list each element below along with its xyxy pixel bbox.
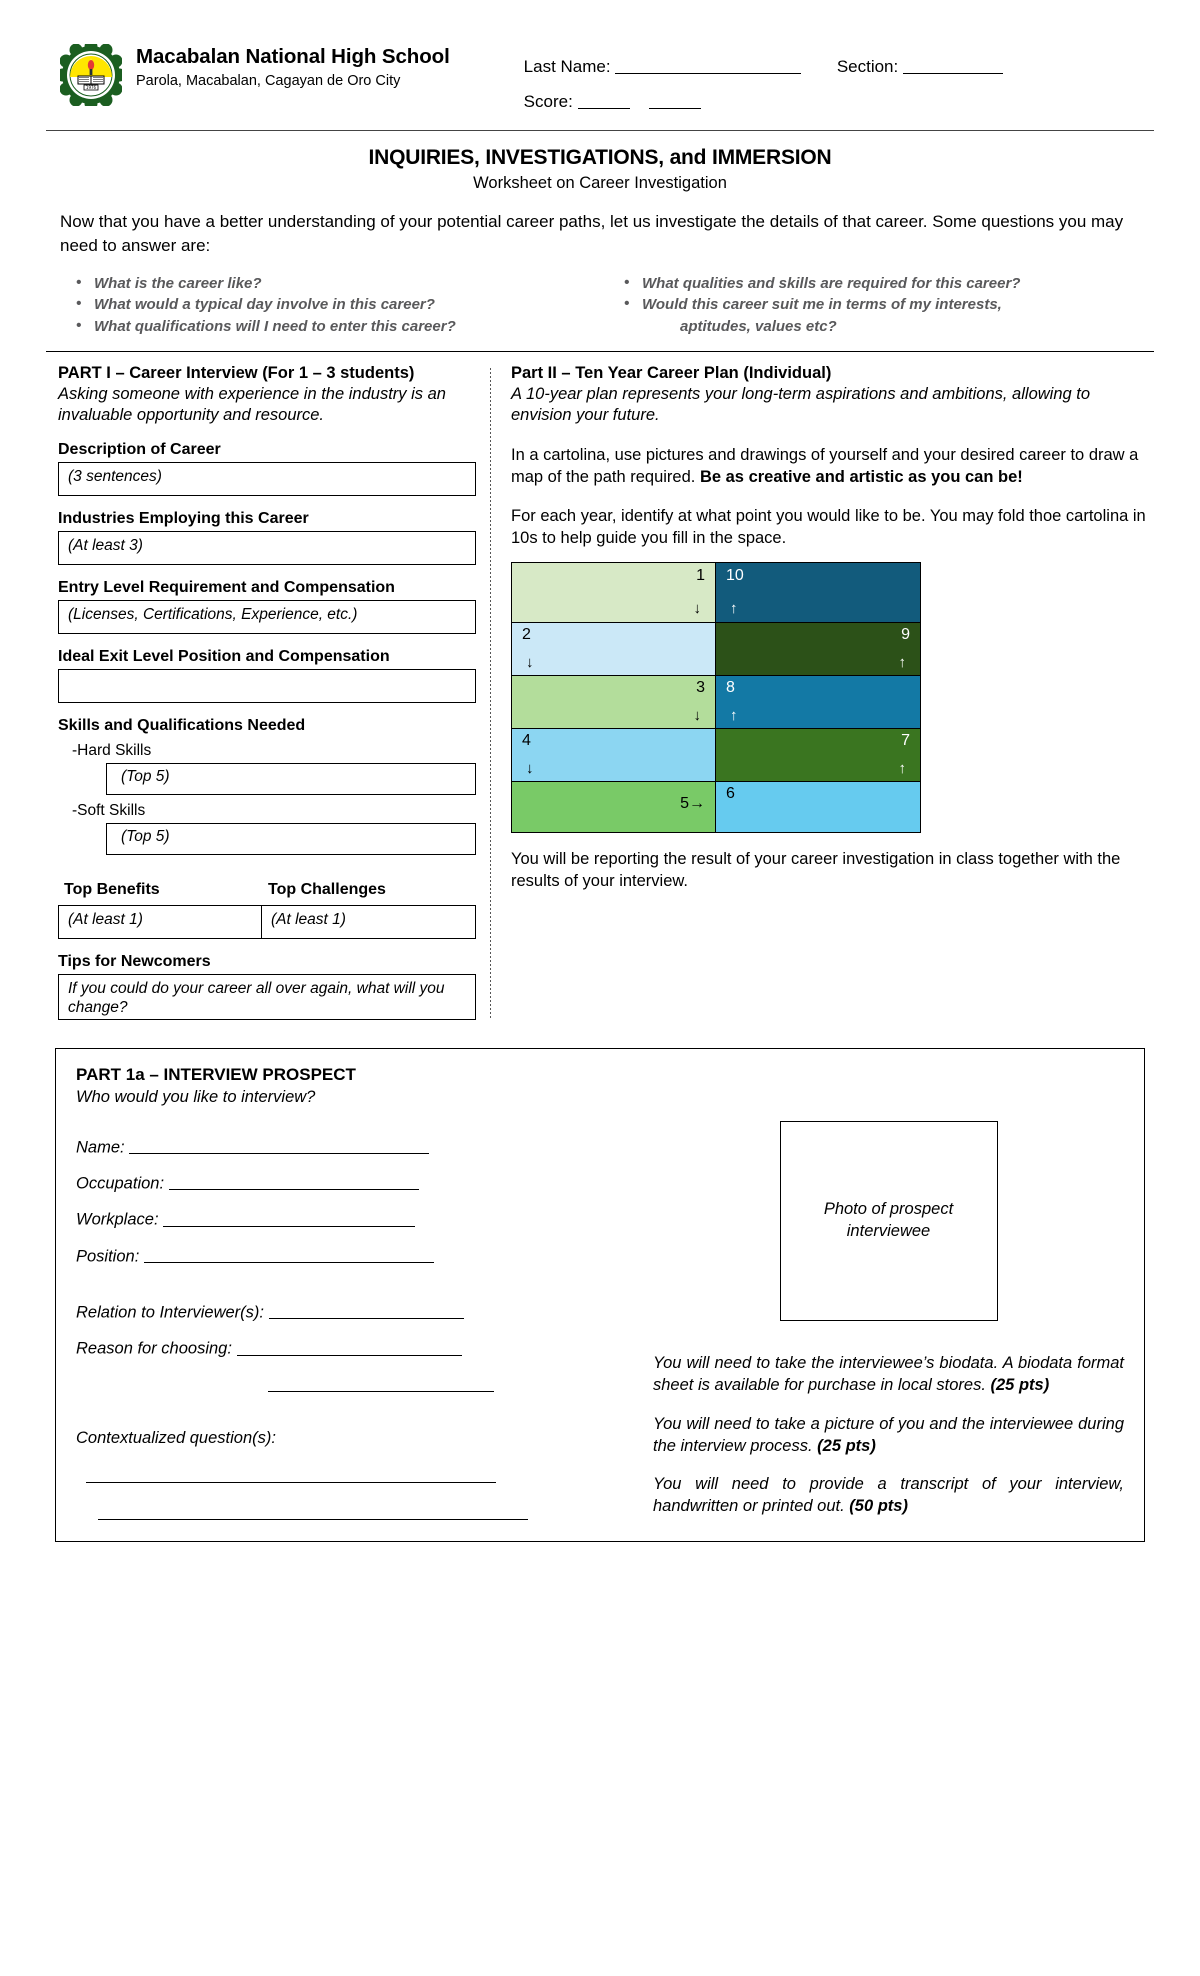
requirement-note-2 <box>653 1414 1124 1458</box>
grid-cell-number: 1 <box>696 566 705 584</box>
school-logo-icon <box>60 44 122 106</box>
page-header <box>0 0 1200 120</box>
grid-cell-number: 2 <box>522 625 531 643</box>
page-title: INQUIRIES, INVESTIGATIONS, and IMMERSION <box>368 145 832 169</box>
field-input-top-benefits[interactable]: (At least 1) <box>59 906 262 938</box>
photo-caption-line-1: Photo of prospect <box>823 1199 954 1218</box>
part2-subheading: A 10-year plan represents your long-term aspirations and ambitions, allowing to envision your future. <box>511 384 1091 425</box>
field-label-contextualized: Contextualized question(s): <box>76 1428 276 1447</box>
benefits-challenges-headers <box>58 881 476 899</box>
grid-cell-arrow: ↑ <box>898 759 906 777</box>
svg-text:1976: 1976 <box>85 85 97 91</box>
section-label: Section: <box>836 57 899 76</box>
grid-cell-year-4[interactable] <box>512 729 716 781</box>
part2-column <box>505 364 1150 1020</box>
score-input-line-1[interactable] <box>578 91 630 109</box>
list-item: • What would a typical day involve in this career? <box>72 294 592 315</box>
last-name-label: Last Name: <box>523 57 611 76</box>
score-row <box>524 85 1003 120</box>
grid-cell-year-7[interactable] <box>716 729 920 781</box>
list-item-continuation: aptitudes, values etc? <box>680 317 837 335</box>
field-row-workplace <box>76 1209 631 1229</box>
grid-cell-year-9[interactable] <box>716 623 920 675</box>
grid-cell-arrow: ↓ <box>526 653 534 671</box>
field-label-relation: Relation to Interviewer(s): <box>76 1303 264 1322</box>
grid-cell-number: 8 <box>726 678 735 696</box>
header-divider <box>46 130 1154 131</box>
grid-cell-number: 3 <box>696 678 705 696</box>
intro-paragraph: Now that you have a better understanding of your potential career paths, let us investigate the details of that career. Some questions you may need to answer are: <box>60 211 1124 256</box>
field-label-reason: Reason for choosing: <box>76 1339 232 1358</box>
score-input-line-2[interactable] <box>649 91 701 109</box>
part1a-subheading: Who would you like to interview? <box>76 1087 316 1106</box>
part2-heading: Part II – Ten Year Career Plan (Individual) <box>511 363 832 382</box>
field-input-position[interactable] <box>144 1246 434 1263</box>
part1-heading: PART I – Career Interview (For 1 – 3 students) <box>58 363 415 382</box>
column-divider <box>490 368 491 1020</box>
grid-cell-year-5[interactable] <box>512 782 716 832</box>
requirement-note-3-text: You will need to provide a transcript of your interview, handwritten or printed out. <box>653 1475 1124 1516</box>
label-top-challenges: Top Challenges <box>268 880 386 898</box>
photo-placeholder[interactable] <box>780 1121 998 1321</box>
field-input-top-challenges[interactable]: (At least 1) <box>271 910 346 928</box>
requirement-note-3-points: (50 pts) <box>849 1497 908 1516</box>
section-input-line[interactable] <box>903 56 1003 74</box>
grid-cell-year-10[interactable] <box>716 563 920 622</box>
requirement-note-1 <box>653 1353 1124 1397</box>
field-label-workplace: Workplace: <box>76 1210 159 1229</box>
field-input-workplace[interactable] <box>163 1209 415 1226</box>
field-row-reason-cont <box>76 1375 631 1395</box>
part2-paragraph-1-emphasis: Be as creative and artistic as you can be! <box>699 467 1023 486</box>
grid-cell-number: 6 <box>726 784 735 802</box>
list-item: • What qualities and skills are required for this career? <box>620 273 1140 294</box>
grid-cell-number: 4 <box>522 731 531 749</box>
grid-cell-number: 10 <box>726 566 744 584</box>
list-item: • Would this career suit me in terms of my interests, <box>620 294 1140 315</box>
part2-paragraph-2: For each year, identify at what point you would like to be. You may fold thoe cartolina in 10s to help guide you fill in the space. <box>511 507 1146 548</box>
grid-cell-arrow: ↓ <box>693 599 701 617</box>
field-input-occupation[interactable] <box>169 1173 419 1190</box>
field-input-hard-skills[interactable]: (Top 5) <box>106 763 476 795</box>
field-input-context-line-1[interactable] <box>86 1466 496 1483</box>
field-label-name: Name: <box>76 1138 125 1157</box>
grid-cell-year-1[interactable] <box>512 563 716 622</box>
label-soft-skills: -Soft Skills <box>72 801 146 819</box>
part2-closing-text: You will be reporting the result of your career investigation in class together with the results of your interview. <box>511 849 1121 890</box>
part1a-right <box>631 1109 1124 1523</box>
field-label-tips: Tips for Newcomers <box>58 952 211 970</box>
field-label-entry-level: Entry Level Requirement and Compensation <box>58 578 395 596</box>
field-input-soft-skills[interactable]: (Top 5) <box>106 823 476 855</box>
score-label: Score: <box>523 91 573 111</box>
grid-cell-year-6[interactable] <box>716 782 920 832</box>
field-label-occupation: Occupation: <box>76 1174 165 1193</box>
last-name-input-line[interactable] <box>615 56 801 74</box>
field-row-contextualized <box>76 1429 631 1448</box>
field-label-exit-level: Ideal Exit Level Position and Compensation <box>58 647 390 665</box>
field-row-relation <box>76 1302 631 1322</box>
field-input-exit-level[interactable] <box>58 669 476 703</box>
last-name-row <box>524 50 1003 85</box>
field-input-name[interactable] <box>129 1137 429 1154</box>
part1a-box <box>55 1048 1145 1542</box>
field-input-relation[interactable] <box>269 1302 464 1319</box>
grid-cell-arrow: ↓ <box>693 706 701 724</box>
part1a-heading: PART 1a – INTERVIEW PROSPECT <box>76 1064 356 1084</box>
field-input-description-of-career[interactable]: (3 sentences) <box>58 462 476 496</box>
part2-paragraph-1 <box>511 445 1150 489</box>
school-identity <box>136 42 450 92</box>
guide-questions-left <box>72 273 592 337</box>
benefits-challenges-row <box>58 905 476 939</box>
field-label-skills: Skills and Qualifications Needed <box>58 716 306 734</box>
photo-caption-line-2: interviewee <box>846 1221 931 1240</box>
list-item: • What qualifications will I need to enter this career? <box>72 316 592 337</box>
grid-cell-arrow: ↑ <box>898 653 906 671</box>
label-top-benefits: Top Benefits <box>64 880 160 898</box>
field-label-description-of-career: Description of Career <box>58 440 221 458</box>
field-label-position: Position: <box>76 1246 140 1265</box>
field-row-name <box>76 1137 631 1157</box>
field-input-tips[interactable]: If you could do your career all over again, what will you change? <box>58 974 476 1020</box>
worksheet-body <box>58 364 1150 1020</box>
student-info-fields <box>524 42 1003 120</box>
requirement-note-1-points: (25 pts) <box>990 1375 1050 1394</box>
grid-cell-number: 7 <box>901 731 910 749</box>
grid-cell-arrow: ↓ <box>526 759 534 777</box>
grid-cell-number: 5→ <box>680 794 705 812</box>
part1-subheading: Asking someone with experience in the industry is an invaluable opportunity and resource. <box>58 384 446 425</box>
page-subtitle: Worksheet on Career Investigation <box>473 173 727 192</box>
requirement-note-2-points: (25 pts) <box>817 1436 876 1455</box>
field-row-position <box>76 1246 631 1266</box>
requirement-note-1-text: You will need to take the interviewee’s biodata. A biodata format sheet is available for purchase in local stores. <box>653 1353 1124 1394</box>
guide-questions <box>72 273 1140 337</box>
part1a-section <box>55 1048 1145 1542</box>
school-name: Macabalan National High School <box>136 45 450 68</box>
grid-cell-year-8[interactable] <box>716 676 920 728</box>
grid-cell-number: 9 <box>901 625 910 643</box>
grid-cell-arrow: ↑ <box>730 706 738 724</box>
field-row-context-line-1 <box>76 1466 631 1486</box>
part1-column <box>58 364 490 1020</box>
field-input-entry-level[interactable]: (Licenses, Certifications, Experience, etc.) <box>58 600 476 634</box>
part1a-left <box>76 1109 631 1523</box>
guide-questions-right <box>620 273 1140 337</box>
field-row-context-line-2 <box>76 1502 631 1522</box>
section-divider <box>46 351 1154 352</box>
field-input-industries[interactable]: (At least 3) <box>58 531 476 565</box>
school-address: Parola, Macabalan, Cagayan de Oro City <box>136 72 401 89</box>
requirement-note-2-text: You will need to take a picture of you and the interviewee during the interview process. <box>653 1414 1124 1455</box>
list-item: • What is the career like? <box>72 273 592 294</box>
grid-cell-arrow: ↑ <box>730 599 738 617</box>
grid-cell-year-3[interactable] <box>512 676 716 728</box>
field-input-reason[interactable] <box>237 1338 462 1355</box>
field-input-reason-line-2[interactable] <box>268 1375 494 1392</box>
field-label-industries: Industries Employing this Career <box>58 509 309 527</box>
part2-paragraph-1-text: In a cartolina, use pictures and drawings of yourself and your desired career to draw a map of the path required. <box>511 445 1139 486</box>
field-row-occupation <box>76 1173 631 1193</box>
ten-year-plan-grid <box>511 562 921 833</box>
requirement-note-3 <box>653 1474 1124 1518</box>
grid-cell-year-2[interactable] <box>512 623 716 675</box>
field-row-reason <box>76 1338 631 1358</box>
label-hard-skills: -Hard Skills <box>72 741 152 759</box>
field-input-context-line-2[interactable] <box>98 1502 528 1519</box>
